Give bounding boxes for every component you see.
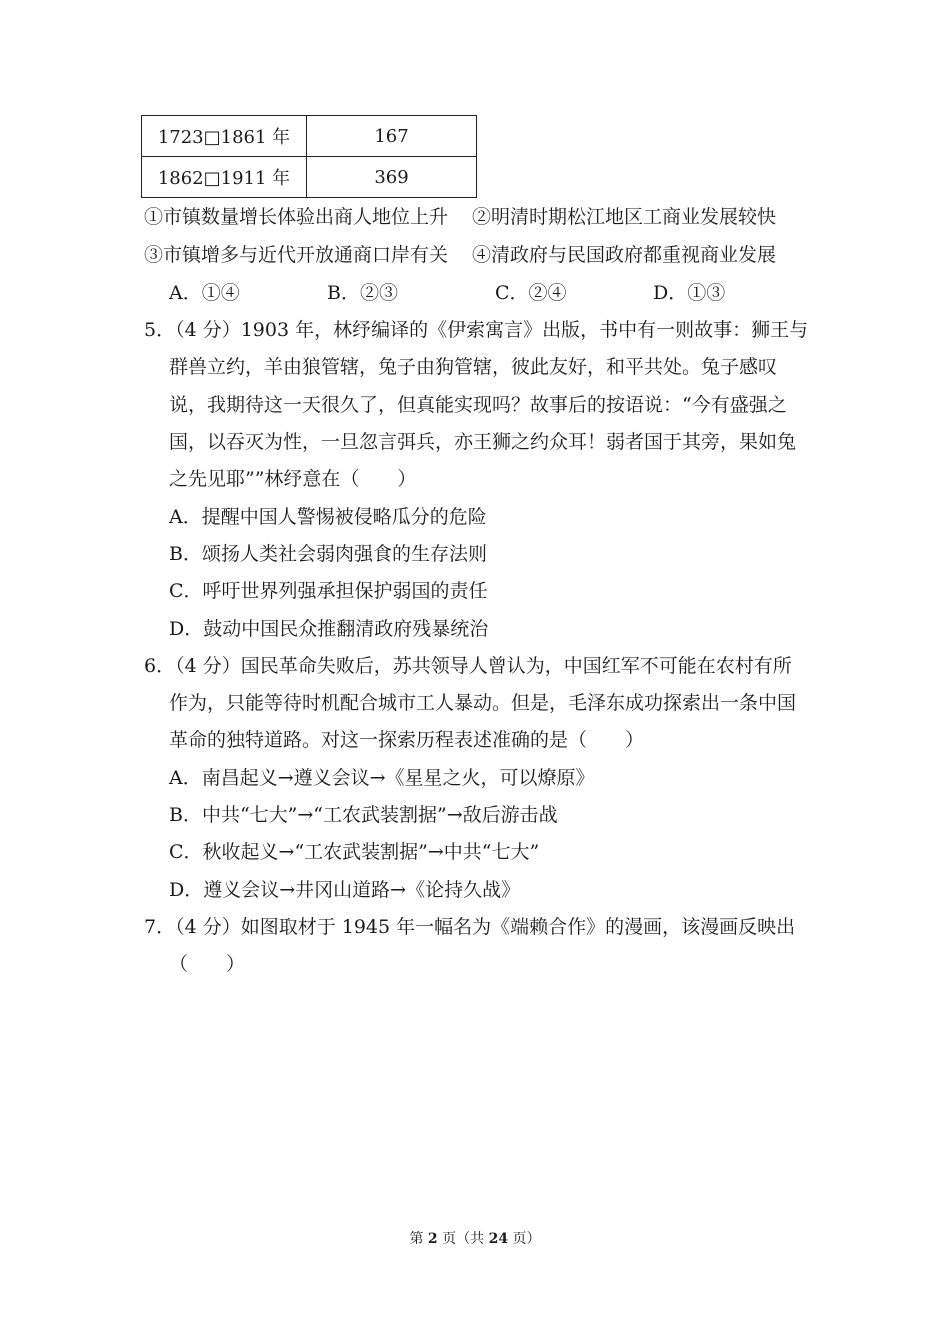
q6-option-b: B．中共“七大”→“工农武装割据”→敌后游击战 — [169, 804, 558, 826]
table-cell-period: 1723□1861 年 — [142, 116, 307, 157]
q4-option-d: D．①③ — [653, 282, 726, 304]
q4-option-c: C．②④ — [495, 282, 567, 304]
q5-stem-line: 5．（4 分）1903 年，林纾编译的《伊索寓言》出版，书中有一则故事：狮王与 — [144, 319, 809, 341]
q6-option-c: C．秋收起义→“工农武装割据”→中共“七大” — [169, 841, 540, 863]
q4-statement-1: ①市镇数量增长体验出商人地位上升 — [144, 206, 449, 228]
footer-total-pages: 24 — [488, 1231, 509, 1247]
q5-option-c: C．呼吁世界列强承担保护弱国的责任 — [169, 580, 488, 602]
table-cell-period: 1862□1911 年 — [142, 157, 307, 198]
q5-stem-line: 之先见耶””林纾意在（ ） — [169, 468, 417, 490]
q6-option-a: A．南昌起义→遵义会议→《星星之火，可以燎原》 — [169, 767, 595, 789]
q5-stem-line: 国，以吞灭为性，一旦忽言弭兵，亦王狮之约众耳！弱者国于其旁，果如兔 — [169, 431, 797, 453]
table-row — [142, 157, 477, 198]
footer-middle: 页（共 — [437, 1231, 489, 1247]
table-cell-count: 167 — [307, 116, 477, 157]
q7-stem-line: （ ） — [169, 953, 246, 975]
q5-stem-line: 群兽立约，羊由狼管辖，兔子由狗管辖，彼此友好，和平共处。兔子感叹 — [169, 356, 778, 378]
q7-stem-line: 7．（4 分）如图取材于 1945 年一幅名为《端赖合作》的漫画，该漫画反映出 — [144, 916, 796, 938]
footer-page-number: 2 — [427, 1231, 438, 1247]
q4-option-a: A．①④ — [169, 282, 240, 304]
q4-statement-2: ②明清时期松江地区工商业发展较快 — [472, 206, 777, 228]
footer-suffix: 页） — [508, 1231, 541, 1247]
q6-stem-line: 作为，只能等待时机配合城市工人暴动。但是，毛泽东成功探索出一条中国 — [169, 692, 797, 714]
q4-statement-3: ③市镇增多与近代开放通商口岸有关 — [144, 244, 449, 266]
q6-option-d: D．遵义会议→井冈山道路→《论持久战》 — [169, 879, 521, 901]
q5-option-b: B．颂扬人类社会弱肉强食的生存法则 — [169, 543, 487, 565]
footer-prefix: 第 — [409, 1231, 428, 1247]
q5-stem-line: 说，我期待这一天很久了，但真能实现吗？故事后的按语说：“今有盛强之 — [169, 394, 787, 416]
data-table — [141, 115, 477, 198]
q6-stem-line: 6．（4 分）国民革命失败后，苏共领导人曾认为，中国红军不可能在农村有所 — [144, 655, 792, 677]
q5-option-a: A．提醒中国人警惕被侵略瓜分的危险 — [169, 506, 487, 528]
q4-option-b: B．②③ — [327, 282, 398, 304]
q5-option-d: D．鼓动中国民众推翻清政府残暴统治 — [169, 618, 489, 640]
table-row — [142, 116, 477, 157]
table-cell-count: 369 — [307, 157, 477, 198]
page-footer — [0, 1228, 950, 1248]
q4-statement-4: ④清政府与民国政府都重视商业发展 — [472, 244, 777, 266]
q6-stem-line: 革命的独特道路。对这一探索历程表述准确的是（ ） — [169, 729, 645, 751]
